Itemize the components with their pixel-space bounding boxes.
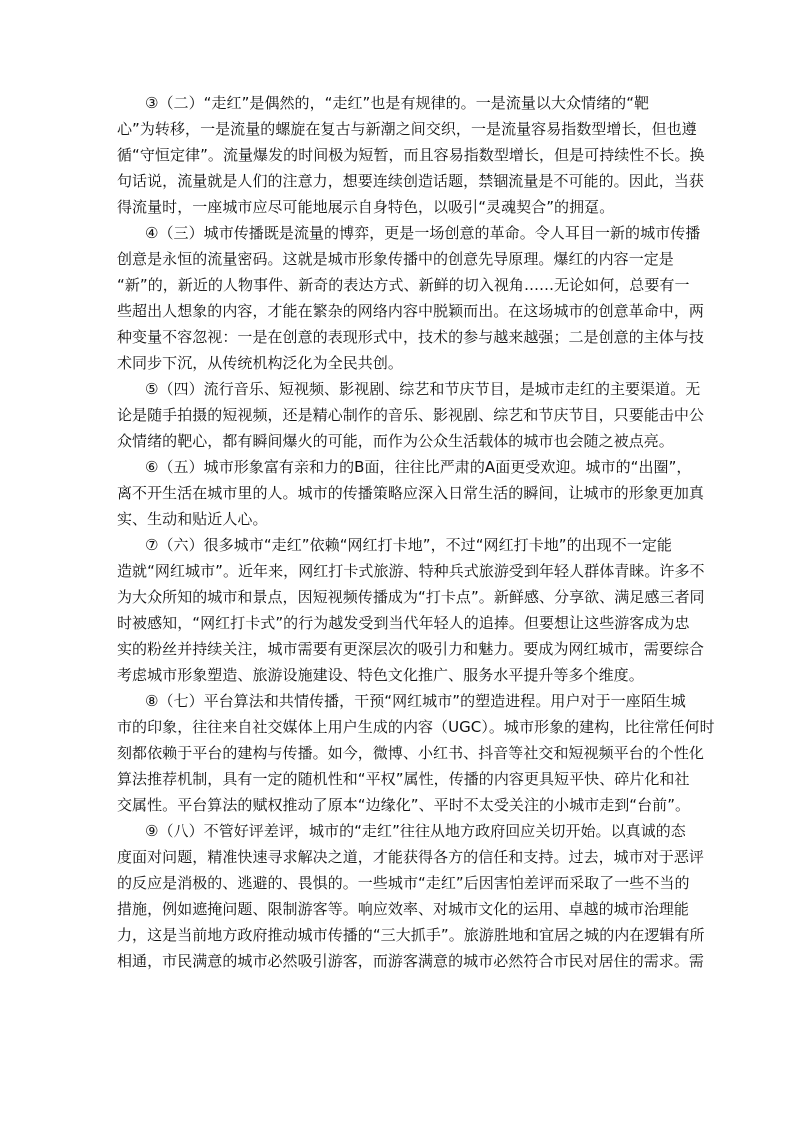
paragraph-first-line: ⑤（四）流行音乐、短视频、影视剧、综艺和节庆节目，是城市走红的主要渠道。无	[145, 380, 701, 398]
text-line: 句话说，流量就是人们的注意力，想要连续创造话题，禁锢流量是不可能的。因此，当获	[117, 172, 704, 190]
text-line: 离不开生活在城市里的人。城市的传播策略应深入日常生活的瞬间，让城市的形象更加真	[117, 484, 704, 502]
paragraph-first-line: ⑦（六）很多城市“走红”依赖“网红打卡地”，不过“网红打卡地”的出现不一定能	[145, 536, 672, 554]
text-line: 实的粉丝并持续关注，城市需要有更深层次的吸引力和魅力。要成为网红城市，需要综合	[117, 640, 704, 658]
text-line: “新”的，新近的人物事件、新奇的表达方式、新鲜的切入视角……无论如何，总要有一	[117, 276, 690, 294]
article-body	[117, 90, 715, 974]
text-line: 市的印象，往往来自社交媒体上用户生成的内容（UGC）。城市形象的建构，比往常任何时	[117, 718, 715, 736]
text-line: 考虑城市形象塑造、旅游设施建设、特色文化推广、服务水平提升等多个维度。	[117, 666, 644, 684]
text-line: 种变量不容忽视：一是在创意的表现形式中，技术的参与越来越强；二是创意的主体与技	[117, 328, 704, 346]
text-line: 造就“网红城市”。近年来，网红打卡式旅游、特种兵式旅游受到年轻人群体青睐。许多不	[117, 562, 705, 580]
text-line: 力，这是当前地方政府推动城市传播的“三大抓手”。旅游胜地和宜居之城的内在逻辑有所	[117, 926, 705, 944]
text-line: 实、生动和贴近人心。	[117, 510, 268, 528]
text-line: 创意是永恒的流量密码。这就是城市形象传播中的创意先导原理。爆红的内容一定是	[117, 250, 674, 268]
text-line: 措施，例如遮掩问题、限制游客等。响应效率、对城市文化的运用、卓越的城市治理能	[117, 900, 689, 918]
text-line: 些超出人想象的内容，才能在繁杂的网络内容中脱颖而出。在这场城市的创意革命中，两	[117, 302, 704, 320]
text-line: 得流量时，一座城市应尽可能地展示自身特色，以吸引“灵魂契合”的拥趸。	[117, 198, 615, 216]
text-line: 循“守恒定律”。流量爆发的时间极为短暂，而且容易指数型增长，但是可持续性不长。换	[117, 146, 705, 164]
paragraph-first-line: ⑧（七）平台算法和共情传播，干预“网红城市”的塑造进程。用户对于一座陌生城	[145, 692, 686, 710]
paragraph-first-line: ③（二）“走红”是偶然的，“走红”也是有规律的。一是流量以大众情绪的“靶	[145, 94, 650, 112]
text-line: 为大众所知的城市和景点，因短视频传播成为“打卡点”。新鲜感、分享欲、满足感三者同	[117, 588, 705, 606]
text-line: 众情绪的靶心，都有瞬间爆火的可能，而作为公众生活载体的城市也会随之被点亮。	[117, 432, 674, 450]
text-line: 论是随手拍摄的短视频，还是精心制作的音乐、影视剧、综艺和节庆节目，只要能击中公	[117, 406, 704, 424]
text-line: 时被感知，“网红打卡式”的行为越发受到当代年轻人的追捧。但要想让这些游客成为忠	[117, 614, 690, 632]
text-line: 刻都依赖于平台的建构与传播。如今，微博、小红书、抖音等社交和短视频平台的个性化	[117, 744, 704, 762]
paragraph-first-line: ④（三）城市传播既是流量的博弈，更是一场创意的革命。令人耳目一新的城市传播	[145, 224, 701, 242]
text-line: 心”为转移，一是流量的螺旋在复古与新潮之间交织，一是流量容易指数型增长，但也遵	[117, 120, 697, 138]
text-line: 的反应是消极的、逃避的、畏惧的。一些城市“走红”后因害怕差评而采取了一些不当的	[117, 874, 690, 892]
text-line: 术同步下沉，从传统机构泛化为全民共创。	[117, 354, 403, 372]
text-line: 交属性。平台算法的赋权推动了原本“边缘化”、平时不太受关注的小城市走到“台前”。	[117, 796, 691, 814]
paragraph-first-line: ⑥（五）城市形象富有亲和力的B面，往往比严肃的A面更受欢迎。城市的“出圈”，	[145, 458, 692, 476]
text-line: 度面对问题，精准快速寻求解决之道，才能获得各方的信任和支持。过去，城市对于恶评	[117, 848, 704, 866]
text-line: 算法推荐机制，具有一定的随机性和“平权”属性，传播的内容更具短平快、碎片化和社	[117, 770, 690, 788]
text-line: 相通，市民满意的城市必然吸引游客，而游客满意的城市必然符合市民对居住的需求。需	[117, 952, 704, 970]
paragraph-first-line: ⑨（八）不管好评差评，城市的“走红”往往从地方政府回应关切开始。以真诚的态	[145, 822, 686, 840]
